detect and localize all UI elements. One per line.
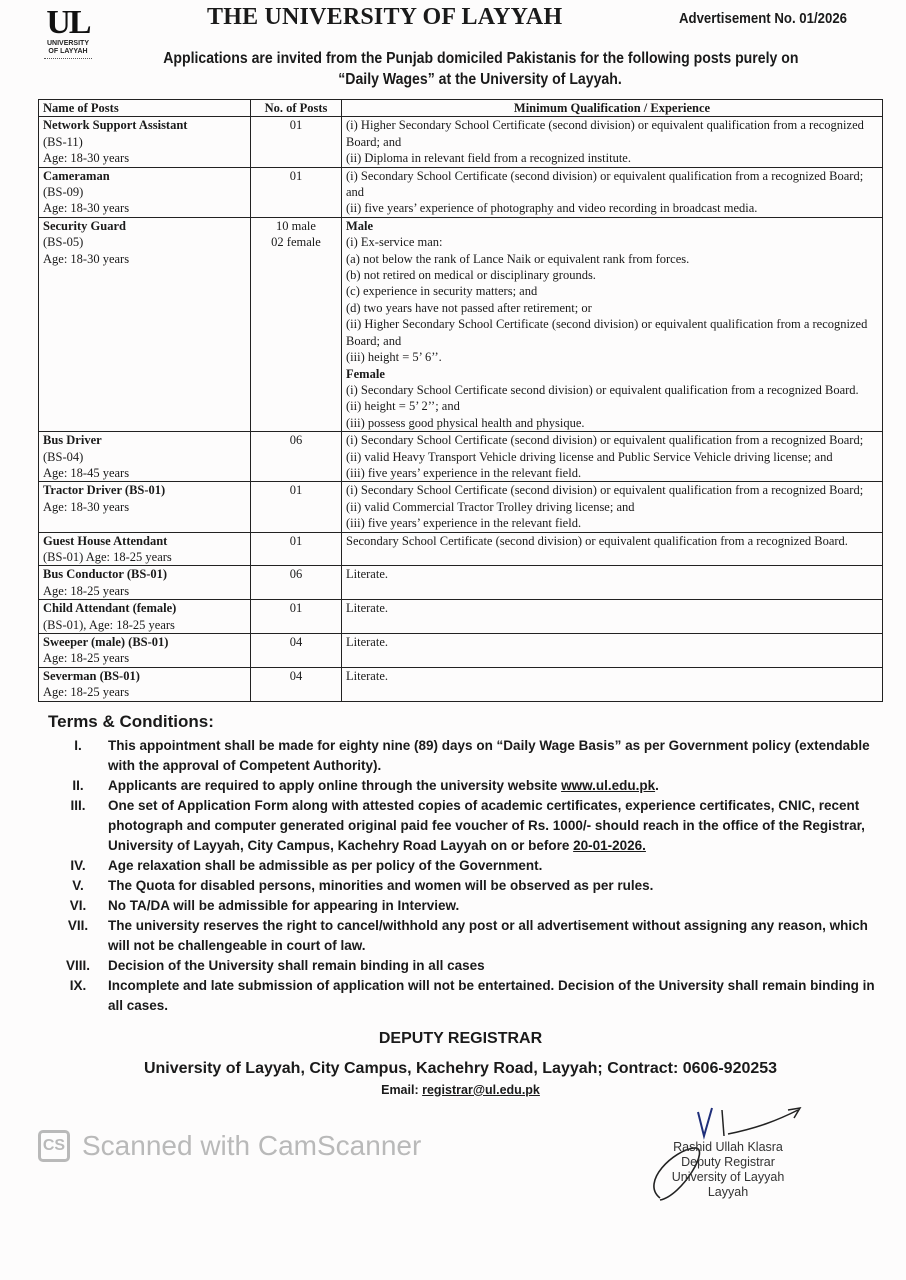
post-count: 04 [289,668,303,683]
qualification-line: (ii) height = 5’ 2’’; and [346,399,460,414]
table-row [39,167,883,217]
table-row [39,117,883,167]
advertisement-number: Advertisement No. 01/2026 [679,10,848,27]
post-detail: Age: 18-45 years [43,465,130,480]
qualification-cell [342,217,883,431]
qualification-line: (ii) five years’ experience of photography and video recording in broadcast media. [346,201,758,216]
post-detail: (BS-01), Age: 18-25 years [43,617,175,632]
terms-section [48,712,878,1016]
email-link[interactable]: registrar@ul.edu.pk [422,1082,540,1097]
qualification-cell [342,566,883,600]
qualification-line: Literate. [346,567,388,582]
post-title: Child Attendant (female) [43,601,177,616]
qualification-line: (ii) Diploma in relevant field from a recognized institute. [346,151,631,166]
term-text-part: No TA/DA will be admissible for appearing in Interview. [108,897,460,913]
post-detail: (BS-04) [43,449,84,464]
term-text-part: This appointment shall be made for eighty nine (89) days on “Daily Wage Basis” as per Government policy (extendable with the approval of Competent Authority). [108,737,870,773]
term-number: VI. [69,897,87,913]
post-title: Bus Conductor (BS-01) [43,567,168,582]
university-logo [38,6,98,66]
intro-line-1: Applications are invited from the Punjab domiciled Pakistanis for the following posts purely on [163,50,799,67]
post-name-cell [39,532,251,566]
qualification-line: (ii) valid Commercial Tractor Trolley driving license; and [346,499,635,514]
qualification-cell [342,600,883,634]
post-count-cell [251,667,342,701]
qualification-line: (d) two years have not passed after retirement; or [346,300,592,315]
post-count-cell [251,117,342,167]
post-detail: (BS-11) [43,134,83,149]
term-number: VIII. [65,957,90,973]
email-label: Email: [381,1082,423,1097]
qualification-line: (ii) Higher Secondary School Certificate (second division) or equivalent qualification from a recognized Board; and [346,317,868,348]
post-count: 01 [289,601,303,616]
term-item [48,956,878,976]
post-title: Cameraman [43,168,110,183]
term-text [108,956,878,976]
contact-email-line [38,1082,883,1098]
term-text [108,776,878,796]
page-title: THE UNIVERSITY OF LAYYAH [207,4,563,30]
contact-address: University of Layyah, City Campus, Kachehry Road, Layyah; Contract: 0606-920253 [143,1059,778,1077]
camscanner-logo-icon: CS [38,1130,70,1162]
official-stamp [638,1106,818,1202]
term-number: II. [72,777,84,793]
post-name-cell [39,634,251,668]
term-number: I. [74,737,82,753]
table-row [39,217,883,431]
post-detail: Age: 18-30 years [43,151,130,166]
qualification-line: (c) experience in security matters; and [346,284,538,299]
post-title: Security Guard [43,218,126,233]
camscanner-watermark [38,1130,421,1162]
post-detail: Age: 18-25 years [43,651,130,666]
term-item [48,796,878,856]
term-item [48,896,878,916]
post-title: Network Support Assistant [43,118,188,133]
post-title: Guest House Attendant [43,533,168,548]
term-text-part: The university reserves the right to cancel/withhold any post or all advertisement without assigning any reason, which will not be challengeable in court of law. [108,917,868,953]
qualification-cell [342,482,883,532]
post-detail: Age: 18-30 years [43,251,130,266]
term-item [48,736,878,776]
qualification-line: Literate. [346,635,388,649]
term-text-part: One set of Application Form along with attested copies of academic certificates, experience certificates, CNIC, recent photograph and computer generated original paid fee voucher of Rs. 1000/- should reach in the office of the Registrar, University of Layyah, City Campus, Kachehry Road Layyah on or before [108,797,865,853]
term-item [48,976,878,1016]
stamp-city: Layyah [707,1184,749,1199]
post-count: 01 [289,533,303,548]
intro-line-2: “Daily Wages” at the University of Layyah. [338,71,622,88]
deadline-date: 20-01-2026. [573,837,646,853]
term-number: IV. [70,857,86,873]
stamp-name: Rashid Ullah Klasra [673,1139,783,1154]
qualification-cell [342,432,883,482]
post-count: 02 female [271,235,321,250]
term-text [108,796,878,856]
posts-table-body [39,117,883,701]
table-row [39,634,883,668]
post-count: 06 [289,433,303,448]
column-header-count: No. of Posts [251,100,342,117]
term-text-part: Applicants are required to apply online through the university website [108,777,562,793]
post-count: 06 [289,567,303,582]
term-text-part: The Quota for disabled persons, minorities and women will be observed as per rules. [108,877,654,893]
term-number: IX. [69,977,87,993]
post-title: Sweeper (male) (BS-01) [43,635,169,649]
stamp-institution: University of Layyah [671,1169,785,1184]
table-header-row [39,100,883,117]
intro-text [120,48,840,90]
column-header-name: Name of Posts [39,100,251,117]
post-count-cell [251,167,342,217]
qualification-line: Literate. [346,601,388,616]
logo-text-line2: OF LAYYAH [48,48,88,55]
stamp-designation: Deputy Registrar [681,1154,775,1169]
qualification-line: (iii) possess good physical health and physique. [346,415,585,430]
post-detail: Age: 18-25 years [43,685,130,700]
qualification-line: (b) not retired on medical or disciplinary grounds. [346,268,596,283]
post-title: Bus Driver [43,433,102,448]
column-header-qualification: Minimum Qualification / Experience [342,100,883,117]
post-detail: Age: 18-30 years [43,499,130,514]
post-detail: (BS-09) [43,185,84,200]
table-row [39,667,883,701]
term-text [108,976,878,1016]
term-number: V. [72,877,84,893]
post-count: 04 [289,635,303,649]
qualification-line: (i) Secondary School Certificate (second division) or equivalent qualification from a recognized Board; [346,433,864,448]
term-text [108,916,878,956]
website-link[interactable]: www.ul.edu.pk [561,777,656,793]
qualification-group-heading: Male [346,218,374,233]
term-text-part: Incomplete and late submission of application will not be entertained. Decision of the University shall remain binding in all cases. [108,977,875,1013]
post-detail: (BS-01) Age: 18-25 years [43,549,172,564]
post-count-cell [251,566,342,600]
term-number: VII. [67,917,89,933]
term-text [108,736,878,776]
qualification-line: (i) Secondary School Certificate (second division) or equivalent qualification from a recognized Board; [346,483,864,498]
camscanner-text: Scanned with CamScanner [82,1129,422,1161]
post-name-cell [39,566,251,600]
post-detail: (BS-05) [43,235,84,250]
qualification-line: (iii) height = 5’ 6’’. [346,350,442,365]
post-count-cell [251,600,342,634]
post-count-cell [251,217,342,431]
term-text [108,856,878,876]
post-title: Tractor Driver (BS-01) [43,483,166,498]
term-item [48,856,878,876]
term-item [48,916,878,956]
post-count-cell [251,432,342,482]
post-detail: Age: 18-30 years [43,201,130,216]
post-name-cell [39,217,251,431]
terms-heading: Terms & Conditions: [48,711,214,731]
table-row [39,482,883,532]
term-text-part: Age relaxation shall be admissible as per policy of the Government. [108,857,543,873]
post-name-cell [39,117,251,167]
table-row [39,432,883,482]
post-name-cell [39,432,251,482]
term-text [108,896,878,916]
post-name-cell [39,167,251,217]
qualification-cell [342,634,883,668]
qualification-line: (i) Ex-service man: [346,235,443,250]
qualification-cell [342,532,883,566]
post-count-cell [251,532,342,566]
qualification-group-heading: Female [346,366,385,381]
qualification-line: (ii) valid Heavy Transport Vehicle driving license and Public Service Vehicle driving license; and [346,449,833,464]
post-count-cell [251,634,342,668]
document-body [38,99,883,1202]
signatory-title: DEPUTY REGISTRAR [378,1029,543,1047]
bottom-area [38,1106,883,1202]
qualification-line: (iii) five years’ experience in the relevant field. [346,516,582,531]
term-text [108,876,878,896]
post-count: 01 [289,168,303,183]
terms-list [48,736,878,1016]
logo-rule [44,58,92,59]
qualification-line: (iii) five years’ experience in the relevant field. [346,465,582,480]
post-name-cell [39,667,251,701]
qualification-line: (i) Secondary School Certificate second division) or equivalent qualification from a recognized Board. [346,382,859,397]
qualification-cell [342,667,883,701]
qualification-line: (a) not below the rank of Lance Naik or equivalent rank from forces. [346,251,690,266]
term-item [48,876,878,896]
term-item [48,776,878,796]
table-row [39,532,883,566]
qualification-line: Literate. [346,668,388,683]
qualification-line: (i) Higher Secondary School Certificate (second division) or equivalent qualification from a recognized Board; and [346,118,864,149]
post-detail: Age: 18-25 years [43,583,130,598]
table-row [39,600,883,634]
post-count-cell [251,482,342,532]
qualification-cell [342,167,883,217]
stamp-text [638,1140,818,1200]
post-name-cell [39,482,251,532]
qualification-cell [342,117,883,167]
table-row [39,566,883,600]
qualification-line: Secondary School Certificate (second division) or equivalent qualification from a recognized Board. [346,533,848,548]
post-count: 01 [289,483,303,498]
posts-table [38,99,883,702]
logo-mark: UL [46,4,90,41]
term-text-part: Decision of the University shall remain binding in all cases [108,957,485,973]
term-text-part: . [655,777,659,793]
qualification-line: (i) Secondary School Certificate (second division) or equivalent qualification from a recognized Board; and [346,168,864,200]
term-number: III. [70,797,86,813]
post-count: 01 [289,118,303,133]
post-title: Severman (BS-01) [43,668,140,683]
logo-text-line1: UNIVERSITY [46,40,89,47]
post-name-cell [39,600,251,634]
post-count: 10 male [276,218,316,233]
